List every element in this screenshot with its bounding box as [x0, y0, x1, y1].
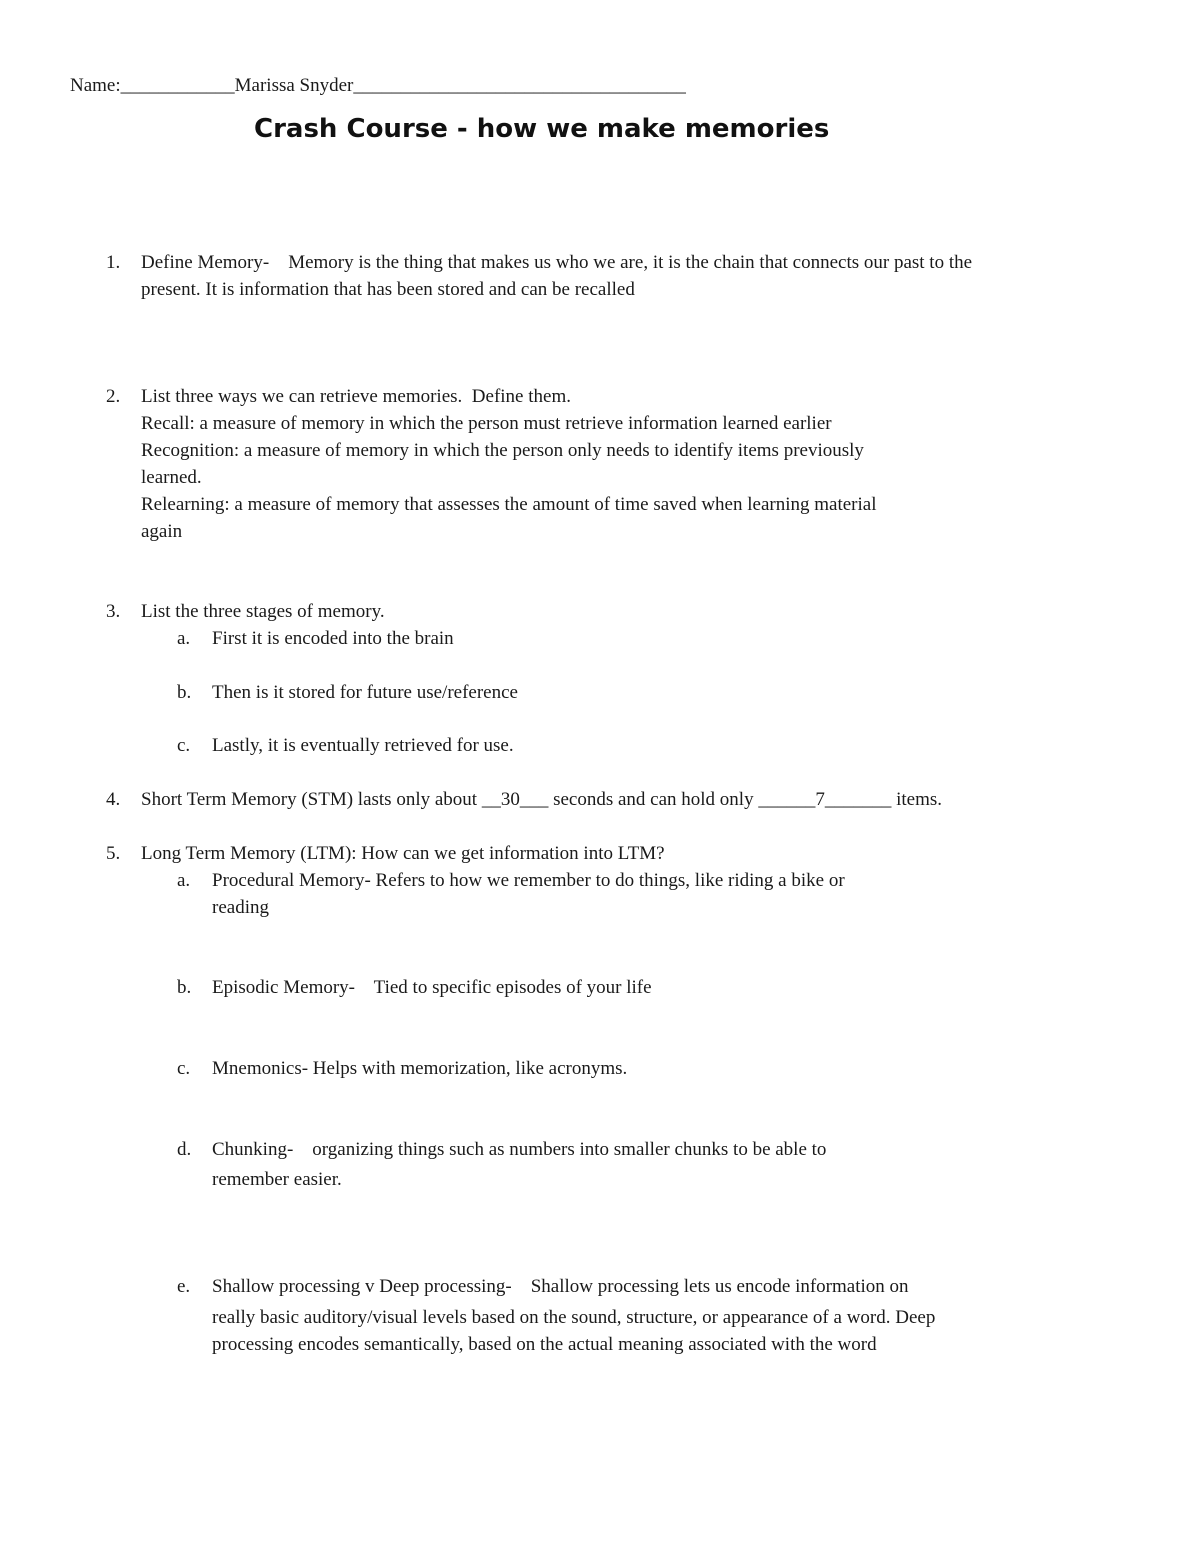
- q5-item-a-letter: a.: [177, 870, 191, 891]
- q2-number: 2.: [106, 386, 121, 407]
- q5-item-e-line-2: really basic auditory/visual levels based on the sound, structure, or appearance of a word. Deep: [212, 1307, 936, 1328]
- q3-number: 3.: [106, 601, 121, 622]
- q2-line-3: Recognition: a measure of memory in which the person only needs to identify items previously: [141, 440, 864, 461]
- q2-line-1: List three ways we can retrieve memories. Define them.: [141, 386, 571, 407]
- q3-item-c-text: Lastly, it is eventually retrieved for use.: [212, 735, 514, 756]
- q4-number: 4.: [106, 789, 121, 810]
- q5-number: 5.: [106, 843, 121, 864]
- q5-item-c-letter: c.: [177, 1058, 191, 1079]
- name-blank-after: ___________________________________: [353, 75, 686, 96]
- q1-line-1: Define Memory- Memory is the thing that makes us who we are, it is the chain that connects our past to the: [141, 252, 973, 273]
- q5-item-d-letter: d.: [177, 1139, 192, 1160]
- name-label: Name:: [70, 75, 121, 96]
- q5-item-d-line-2: remember easier.: [212, 1169, 342, 1190]
- q2-line-6: again: [141, 521, 183, 542]
- q5-item-b-line-1: Episodic Memory- Tied to specific episodes of your life: [212, 977, 652, 998]
- q5-item-a-line-1: Procedural Memory- Refers to how we remember to do things, like riding a bike or: [212, 870, 845, 891]
- q5-item-b-letter: b.: [177, 977, 192, 998]
- q5-item-a-line-2: reading: [212, 897, 269, 918]
- q5-item-e-line-1: Shallow processing v Deep processing- Shallow processing lets us encode information on: [212, 1276, 909, 1297]
- name-blank-before: ____________: [120, 75, 235, 96]
- q2-line-5: Relearning: a measure of memory that assesses the amount of time saved when learning material: [141, 494, 877, 515]
- q5-item-e-line-3: processing encodes semantically, based on the actual meaning associated with the word: [212, 1334, 877, 1355]
- q5-item-d-line-1: Chunking- organizing things such as numbers into smaller chunks to be able to: [212, 1139, 827, 1160]
- name-line: [70, 76, 686, 95]
- q4-text: Short Term Memory (STM) lasts only about __30___ seconds and can hold only ______7_______ items.: [141, 789, 942, 810]
- page-title: Crash Course - how we make memories: [254, 114, 830, 144]
- q2-line-2: Recall: a measure of memory in which the person must retrieve information learned earlier: [141, 413, 832, 434]
- q5-item-e-letter: e.: [177, 1276, 191, 1297]
- q5-item-c-line-1: Mnemonics- Helps with memorization, like acronyms.: [212, 1058, 628, 1079]
- q2-line-4: learned.: [141, 467, 202, 488]
- q3-item-b-text: Then is it stored for future use/reference: [212, 682, 518, 703]
- q1-number: 1.: [106, 252, 121, 273]
- name-value: Marissa Snyder: [234, 75, 354, 96]
- q3-item-c-letter: c.: [177, 735, 191, 756]
- q3-item-a-letter: a.: [177, 628, 191, 649]
- q3-item-a-text: First it is encoded into the brain: [212, 628, 454, 649]
- q3-item-b-letter: b.: [177, 682, 192, 703]
- q3-question: List the three stages of memory.: [141, 601, 385, 622]
- q5-question: Long Term Memory (LTM): How can we get information into LTM?: [141, 843, 665, 864]
- q1-line-2: present. It is information that has been stored and can be recalled: [141, 279, 635, 300]
